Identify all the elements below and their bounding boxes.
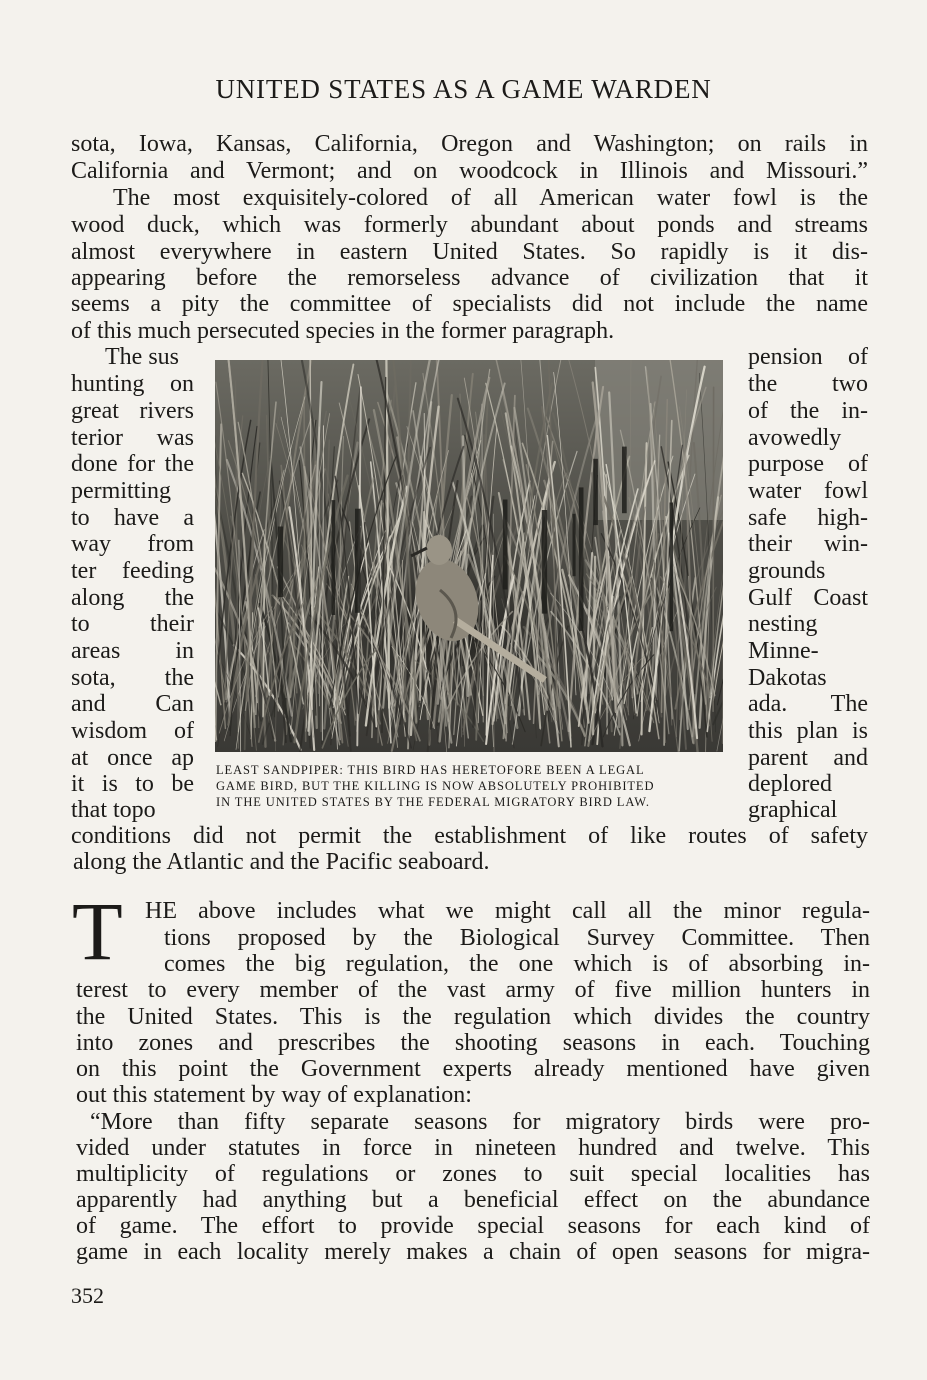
text-line: to have a xyxy=(71,505,194,531)
cattail-stem xyxy=(593,459,598,525)
text-line: appearing before the remorseless advance of civilization that it xyxy=(71,265,868,291)
cattail-stem xyxy=(278,527,283,598)
text-line: their win- xyxy=(748,531,868,557)
sandpiper-photo xyxy=(215,360,723,752)
text-line: deplored xyxy=(748,771,832,797)
text-line: this plan is xyxy=(748,718,868,744)
text-line: wood duck, which was formerly abundant about ponds and streams xyxy=(71,212,868,238)
text-line: multiplicity of regulations or zones to suit special localities has xyxy=(76,1161,870,1187)
cattail-stem xyxy=(573,514,576,576)
text-line: HE above includes what we might call all the minor regula- xyxy=(145,898,870,924)
text-line: done for the xyxy=(71,451,194,477)
text-line: sota, the xyxy=(71,665,194,691)
cattail-stem xyxy=(542,510,547,614)
text-line: the United States. This is the regulation which divides the country xyxy=(76,1004,870,1030)
text-line: along the xyxy=(71,585,194,611)
text-line: “More than fifty separate seasons for migratory birds were pro- xyxy=(90,1109,870,1135)
text-line: terior was xyxy=(71,425,194,451)
cattail-stem xyxy=(622,447,627,514)
text-line: nesting xyxy=(748,611,818,637)
photo-image xyxy=(215,360,723,752)
text-line: way from xyxy=(71,531,194,557)
grass-blade xyxy=(606,474,607,734)
text-line: safe high- xyxy=(748,505,868,531)
text-line: into zones and prescribes the shooting seasons in each. Touching xyxy=(76,1030,870,1056)
text-line: comes the big regulation, the one which is of absorbing in- xyxy=(164,951,870,977)
cattail-stem xyxy=(670,503,674,632)
text-line: Gulf Coast xyxy=(748,585,868,611)
text-line: graphical xyxy=(748,797,838,823)
text-line: sota, Iowa, Kansas, California, Oregon and Washington; on rails in xyxy=(71,131,868,157)
text-line: and Can xyxy=(71,691,194,717)
cattail-stem xyxy=(503,500,508,590)
text-line: to their xyxy=(71,611,194,637)
text-line: along the Atlantic and the Pacific seaboard. xyxy=(73,849,490,875)
text-line: the two xyxy=(748,371,868,397)
text-line: vided under statutes in force in nineteen hundred and twelve. This xyxy=(76,1135,870,1161)
text-line: areas in xyxy=(71,638,194,664)
text-line: hunting on xyxy=(71,371,194,397)
text-line: avowedly xyxy=(748,425,842,451)
text-line: parent and xyxy=(748,745,868,771)
text-line: of this much persecuted species in the former paragraph. xyxy=(71,318,615,344)
text-line: Dakotas xyxy=(748,665,827,691)
text-line: ter feeding xyxy=(71,558,194,584)
text-line: conditions did not permit the establishment of like routes of safety xyxy=(71,823,868,849)
text-line: wisdom of xyxy=(71,718,194,744)
text-line: grounds xyxy=(748,558,826,584)
running-head: UNITED STATES AS A GAME WARDEN xyxy=(215,74,712,104)
text-line: permitting xyxy=(71,478,171,504)
text-line: ada. The xyxy=(748,691,868,717)
text-line: that topo xyxy=(71,797,156,823)
text-line: terest to every member of the vast army of five million hunters in xyxy=(76,977,870,1003)
text-line: at once ap xyxy=(71,745,194,771)
text-line: pension of xyxy=(748,344,868,370)
text-line: game in each locality merely makes a chain of open seasons for migra- xyxy=(76,1239,870,1265)
cattail-stem xyxy=(332,500,336,615)
text-line: it is to be xyxy=(71,771,194,797)
text-line: seems a pity the committee of specialists did not include the name xyxy=(71,291,868,317)
text-line: purpose of xyxy=(748,451,868,477)
grass-blade xyxy=(289,600,290,697)
photo-caption-line: GAME BIRD, BUT THE KILLING IS NOW ABSOLUTELY PROHIBITED xyxy=(216,779,655,793)
text-line: of the in- xyxy=(748,398,868,424)
text-line: tions proposed by the Biological Survey Committee. Then xyxy=(164,925,870,951)
cattail-stem xyxy=(579,487,584,631)
text-line: California and Vermont; and on woodcock in Illinois and Missouri.” xyxy=(71,158,868,184)
text-line: The most exquisitely-colored of all American water fowl is the xyxy=(113,185,868,211)
photo-caption-line: LEAST SANDPIPER: THIS BIRD HAS HERETOFORE BEEN A LEGAL xyxy=(216,763,645,777)
cattail-stem xyxy=(355,509,361,613)
text-line: Minne- xyxy=(748,638,819,664)
text-line: great rivers xyxy=(71,398,194,424)
page-number: 352 xyxy=(71,1283,104,1308)
text-line: almost everywhere in eastern United States. So rapidly is it dis- xyxy=(71,239,868,265)
text-line: out this statement by way of explanation: xyxy=(76,1082,472,1108)
text-line: The sus xyxy=(105,344,179,370)
text-line: apparently had anything but a beneficial effect on the abundance xyxy=(76,1187,870,1213)
photo-caption-line: IN THE UNITED STATES BY THE FEDERAL MIGRATORY BIRD LAW. xyxy=(216,795,650,809)
text-line: water fowl xyxy=(748,478,868,504)
text-line: of game. The effort to provide special seasons for each kind of xyxy=(76,1213,870,1239)
drop-cap: T xyxy=(72,885,123,977)
text-line: on this point the Government experts already mentioned have given xyxy=(76,1056,870,1082)
